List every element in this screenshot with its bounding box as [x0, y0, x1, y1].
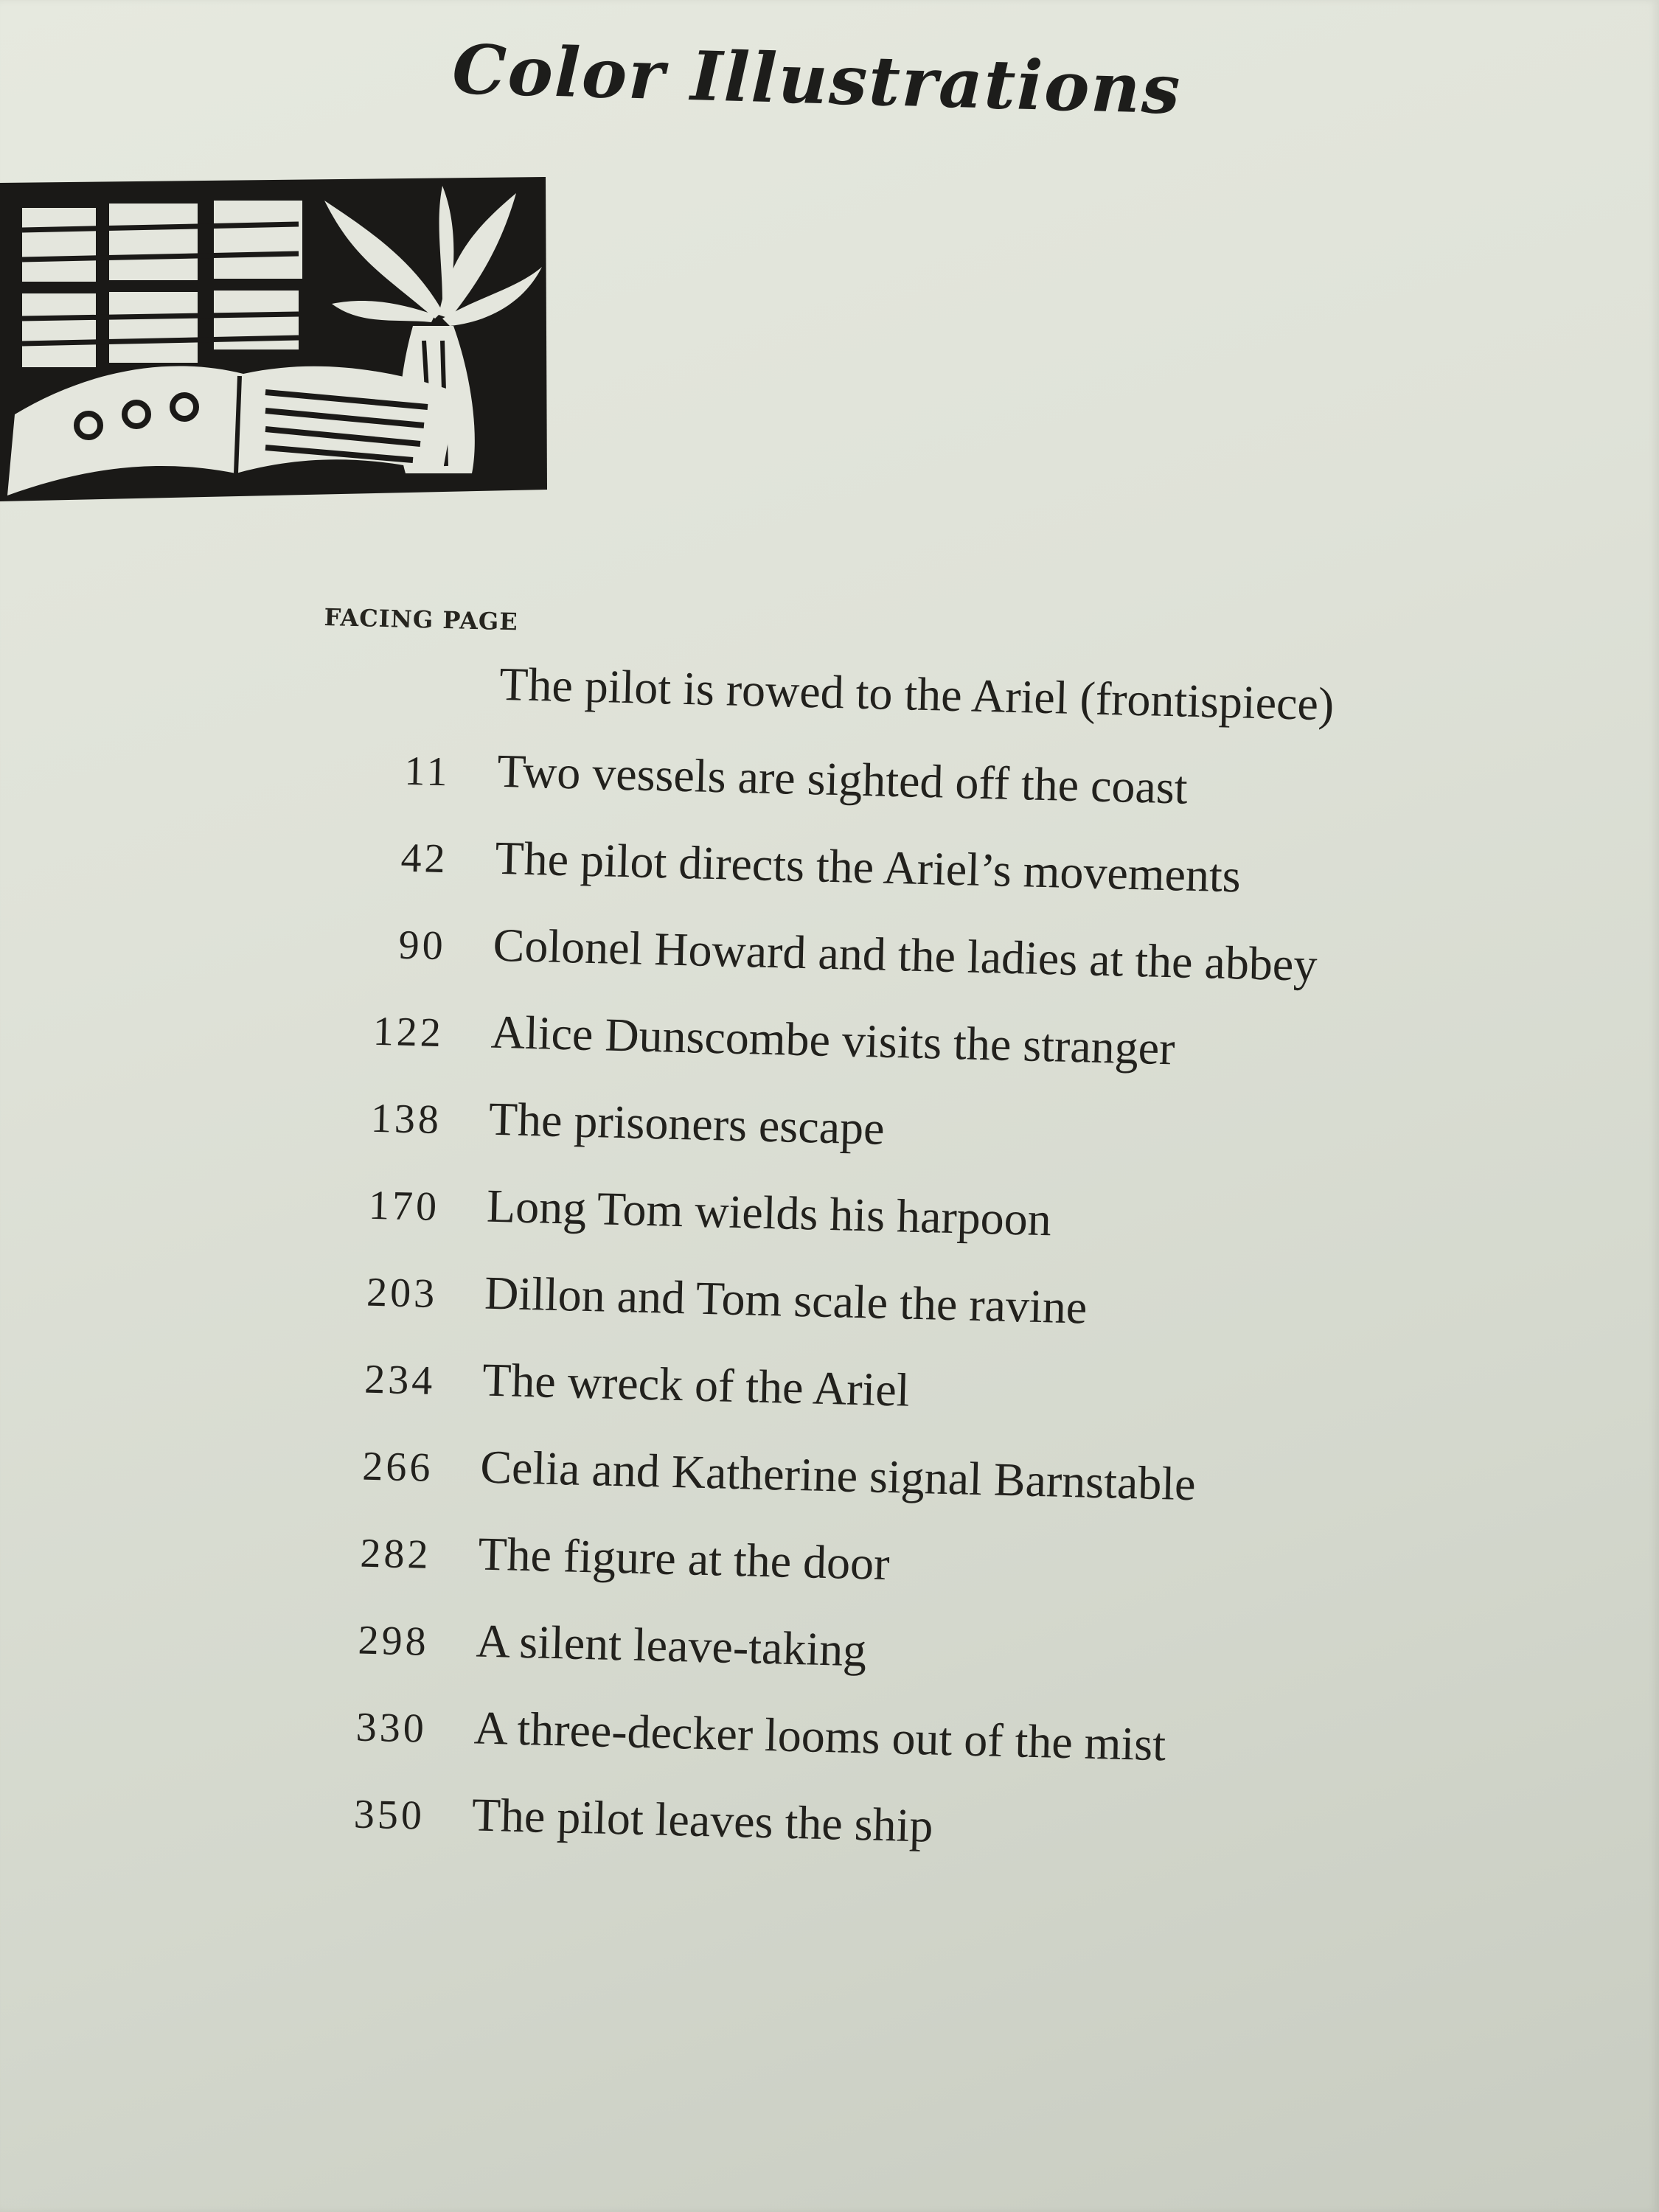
page-number: 350 — [353, 1791, 425, 1839]
illustration-caption: A silent leave-taking — [475, 1614, 868, 1677]
illustration-caption: The pilot leaves the ship — [471, 1788, 934, 1852]
illustration-caption: The pilot directs the Ariel’s movements — [494, 831, 1242, 902]
illustration-caption: Celia and Katherine signal Barnstable — [479, 1440, 1197, 1511]
toc-entries — [0, 644, 1473, 1898]
page-number: 234 — [364, 1356, 437, 1404]
page-number: 266 — [361, 1443, 434, 1491]
facing-page-label: FACING PAGE — [324, 603, 519, 636]
illustration-caption: A three-decker looms out of the mist — [473, 1701, 1166, 1771]
page-number: 122 — [372, 1008, 445, 1057]
page-number: 170 — [368, 1182, 440, 1231]
page-title: Color Illustrations — [451, 29, 1183, 130]
illustration-caption: Two vessels are sighted off the coast — [496, 744, 1189, 814]
page-number: 42 — [400, 835, 449, 883]
page-number: 90 — [397, 922, 447, 970]
illustration-caption: Dillon and Tom scale the ravine — [484, 1266, 1088, 1334]
illustration-caption: The wreck of the Ariel — [481, 1353, 911, 1416]
page-number: 138 — [370, 1095, 442, 1144]
illustration-caption: The pilot is rowed to the Ariel (frontispiece) — [498, 657, 1335, 731]
page-number: 330 — [355, 1704, 428, 1752]
page-number: 203 — [366, 1269, 438, 1318]
page-number: 11 — [403, 748, 451, 796]
page-number: 298 — [357, 1617, 430, 1665]
illustration-caption: Alice Dunscombe visits the stranger — [490, 1005, 1176, 1075]
illustration-caption: Long Tom wields his harpoon — [486, 1179, 1052, 1246]
illustration-caption: The figure at the door — [477, 1527, 891, 1590]
page-number — [0, 687, 499, 700]
illustration-caption: The prisoners escape — [488, 1092, 886, 1155]
illustration-caption: Colonel Howard and the ladies at the abbey — [492, 918, 1318, 992]
page-number: 282 — [359, 1530, 432, 1578]
